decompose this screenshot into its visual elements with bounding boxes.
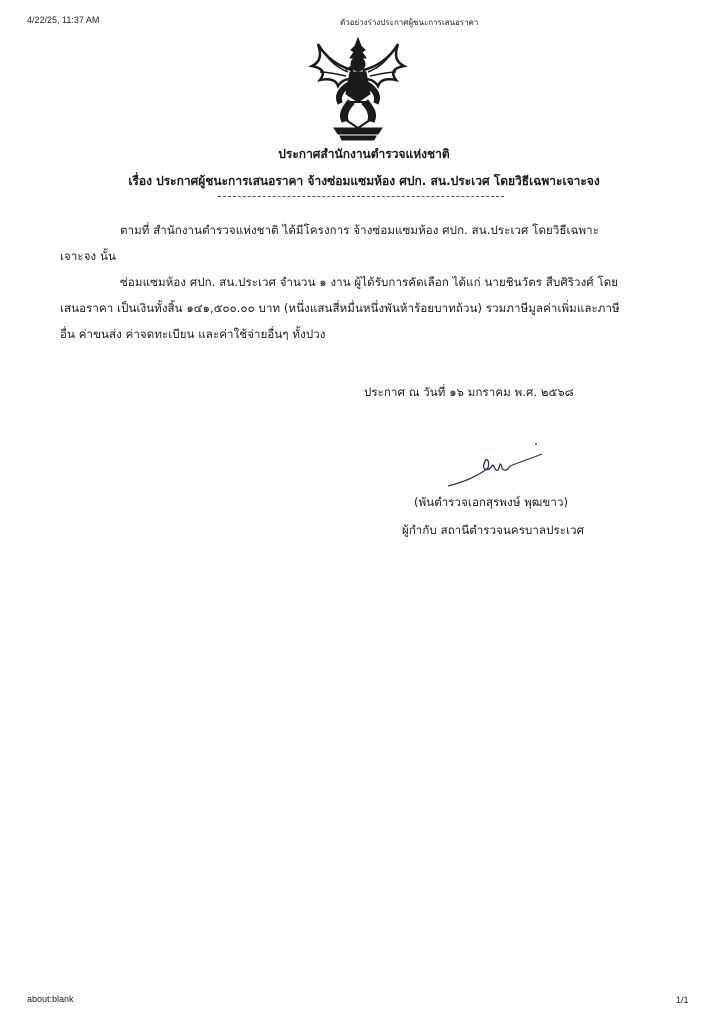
garuda-emblem-icon (308, 36, 408, 146)
document-title: ประกาศสำนักงานตำรวจแห่งชาติ (278, 147, 450, 161)
signer-position: ผู้กำกับ สถานีตำรวจนครบาลประเวศ (402, 523, 585, 537)
divider (218, 196, 504, 197)
paragraph-1-line-2: เจาะจง นั้น (60, 249, 116, 263)
paragraph-2-line-2: เสนอราคา เป็นเงินทั้งสิ้น ๑๔๑,๕๐๐.๐๐ บาท (หนึ่งแสนสี่หมื่นหนึ่งพันห้าร้อยบาทถ้วน) รวมภาษีมูลค่าเพิ่มและภาษี (60, 301, 620, 315)
print-page-title: ตัวอย่างร่างประกาศผู้ชนะการเสนอราคา (340, 18, 479, 27)
handwritten-signature-icon (444, 442, 548, 492)
document-subject: เรื่อง ประกาศผู้ชนะการเสนอราคา จ้างซ่อมแซมห้อง ศปก. สน.ประเวศ โดยวิธีเฉพาะเจาะจง (128, 174, 600, 188)
announcement-date: ประกาศ ณ วันที่ ๑๖ มกราคม พ.ศ. ๒๕๖๘ (364, 385, 574, 399)
signer-name: (พันตำรวจเอกสุรพงษ์ พุฒขาว) (414, 495, 569, 509)
print-url: about:blank (27, 994, 74, 1004)
print-timestamp: 4/22/25, 11:37 AM (27, 15, 100, 25)
paragraph-2-line-1: ซ่อมแซมห้อง ศปก. สน.ประเวศ จำนวน ๑ งาน ผู้ได้รับการคัดเลือก ได้แก่ นายชินวัตร สืบศิริวงศ์ โดย (120, 275, 619, 289)
print-page-count: 1/1 (676, 995, 689, 1005)
paragraph-2-line-3: อื่น ค่าขนส่ง ค่าจดทะเบียน และค่าใช้จ่ายอื่นๆ ทั้งปวง (60, 327, 326, 341)
paragraph-1-line-1: ตามที่ สำนักงานตำรวจแห่งชาติ ได้มีโครงการ จ้างซ่อมแซมห้อง ศปก. สน.ประเวศ โดยวิธีเฉพาะ (120, 223, 600, 237)
